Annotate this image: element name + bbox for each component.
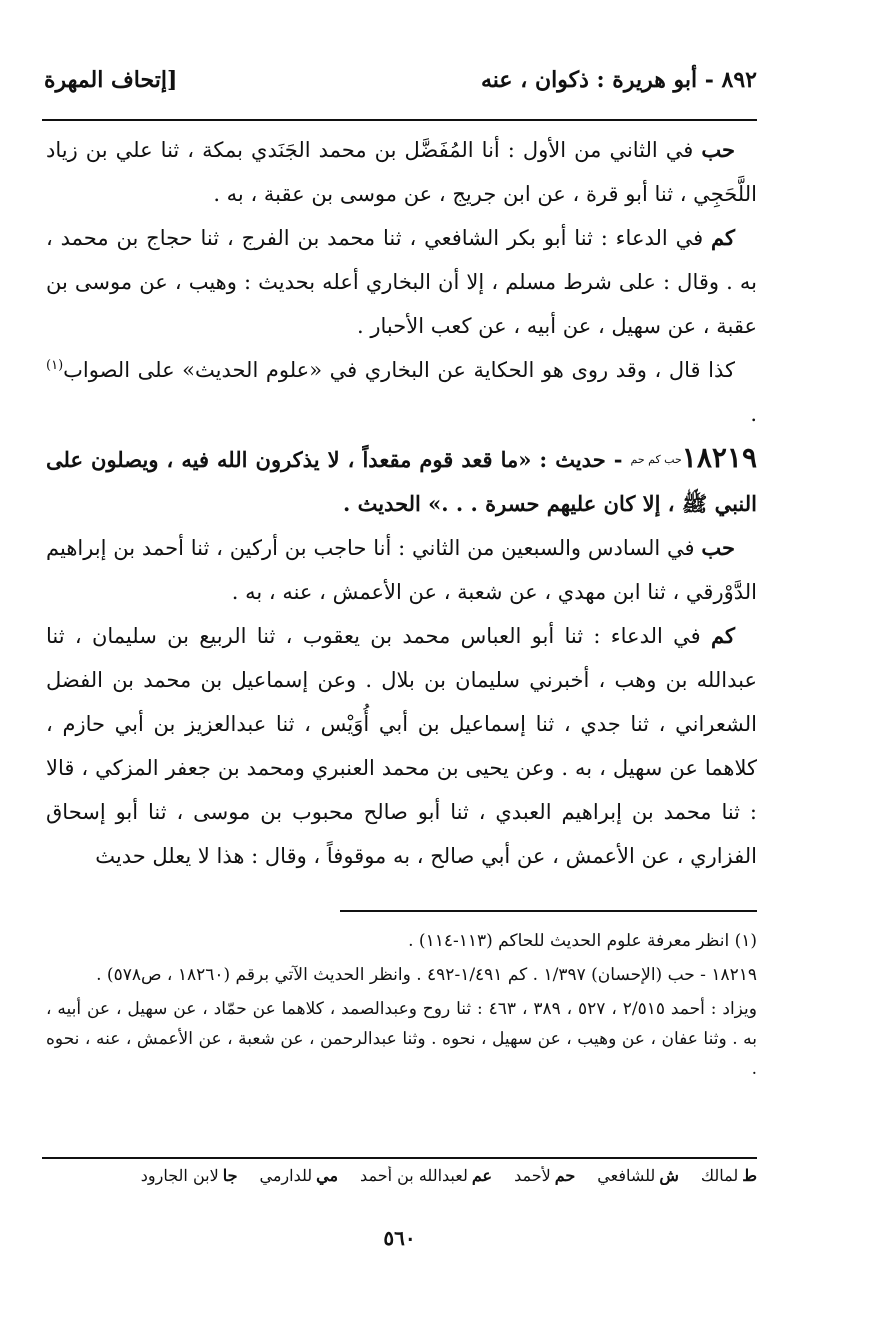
legend-abbr: ط bbox=[742, 1166, 757, 1185]
header-divider bbox=[42, 119, 757, 121]
paragraph-text: في الثاني من الأول : أنا المُفَضَّل بن محمد الجَنَدي بمكة ، ثنا علي بن زياد اللَّحَجِي ، ثنا أبو قرة ، عن ابن جريج ، عن موسى بن عقبة ، به . bbox=[46, 138, 757, 206]
paragraph-hibban-source bbox=[46, 128, 757, 216]
legend-abbr: عم bbox=[471, 1166, 493, 1185]
legend-abbr: جا bbox=[222, 1166, 238, 1185]
hadith-number: ١٨٢١٩ bbox=[681, 441, 757, 474]
legend-item bbox=[259, 1166, 338, 1185]
abbreviation-legend bbox=[46, 1166, 757, 1185]
footnotes bbox=[46, 926, 757, 1088]
header-chapter-title: ٨٩٢ - أبو هريرة : ذكوان ، عنه bbox=[480, 67, 757, 93]
paragraph-hakim-source-2 bbox=[46, 614, 757, 878]
legend-abbr: مي bbox=[316, 1166, 339, 1185]
legend-label: للدارمي bbox=[259, 1166, 313, 1185]
paragraph-comment bbox=[46, 348, 757, 436]
source-code: حب bbox=[701, 535, 735, 560]
hadith-heading bbox=[46, 436, 757, 526]
main-text bbox=[46, 128, 757, 878]
legend-label: لابن الجارود bbox=[140, 1166, 219, 1185]
legend-item bbox=[701, 1166, 757, 1185]
header-book-title: [إتحاف المهرة bbox=[44, 67, 178, 93]
paragraph-text: في الدعاء : ثنا أبو بكر الشافعي ، ثنا محمد بن الفرج ، ثنا حجاج بن محمد ، به . وقال : على شرط مسلم ، إلا أن البخاري أعله بحديث : وهيب ، عن موسى بن عقبة ، عن سهيل ، عن أبيه ، عن كعب الأحبار . bbox=[46, 226, 757, 338]
legend-divider bbox=[42, 1157, 757, 1159]
running-header bbox=[44, 62, 757, 98]
legend-label: لأحمد bbox=[514, 1166, 551, 1185]
legend-abbr: ش bbox=[659, 1166, 679, 1185]
legend-label: للشافعي bbox=[597, 1166, 656, 1185]
legend-item bbox=[514, 1166, 575, 1185]
legend-abbr: حم bbox=[554, 1166, 576, 1185]
legend-label: لمالك bbox=[700, 1166, 739, 1185]
footnote-divider bbox=[340, 910, 757, 912]
footnote-reference: (١) bbox=[46, 358, 64, 373]
legend-label: لعبدالله بن أحمد bbox=[360, 1166, 468, 1185]
footnote-2: ١٨٢١٩ - حب (الإحسان) ١/٣٩٧ . كم ١/٤٩١-٤٩٢ . وانظر الحديث الآتي برقم (١٨٢٦٠ ، ص٥٧٨) . bbox=[96, 965, 757, 985]
paragraph-hakim-source bbox=[46, 216, 757, 348]
paragraph-hibban-source-2 bbox=[46, 526, 757, 614]
paragraph-end: . bbox=[750, 402, 757, 426]
paragraph-text: في الدعاء : ثنا أبو العباس محمد بن يعقوب ، ثنا الربيع بن سليمان ، ثنا عبدالله بن وهب ، أخبرني سليمان بن بلال . وعن إسماعيل بن محمد بن الفضل الشعراني ، ثنا جدي ، ثنا إسماعيل بن أبي أُوَيْس ، ثنا عبدالعزيز بن أبي حازم ، كلاهما عن سهيل ، به . وعن يحيى بن محمد العنبري ومحمد بن جعفر المزكي ، قالا : ثنا محمد بن إبراهيم العبدي ، ثنا أبو صالح محبوب بن موسى ، ثنا أبو إسحاق الفزاري ، عن الأعمش ، عن أبي صالح ، به موقوفاً ، وقال : هذا لا يعلل حديث bbox=[46, 624, 757, 868]
source-code: كم bbox=[711, 623, 735, 648]
footnote-3: ويزاد : أحمد ٢/٥١٥ ، ٥٢٧ ، ٣٨٩ ، ٤٦٣ : ثنا روح وعبدالصمد ، كلاهما عن حمّاد ، عن سهيل ، عن أبيه ، به . وثنا عفان ، عن وهيب ، عن سهيل ، نحوه . وثنا عبدالرحمن ، عن شعبة ، عن الأعمش ، عنه ، نحوه . bbox=[46, 999, 757, 1079]
hadith-source-codes: حب كم حم bbox=[630, 453, 682, 466]
source-code: حب bbox=[701, 137, 735, 162]
paragraph-text: في السادس والسبعين من الثاني : أنا حاجب بن أركين ، ثنا أحمد بن إبراهيم الدَّوْرقي ، ثنا ابن مهدي ، عن شعبة ، عن الأعمش ، عنه ، به . bbox=[46, 536, 757, 604]
source-code: كم bbox=[711, 225, 735, 250]
page-number: ٥٦٠ bbox=[383, 1226, 416, 1250]
legend-item bbox=[141, 1166, 238, 1185]
hadith-text: - حديث : «ما قعد قوم مقعداً ، لا يذكرون الله فيه ، ويصلون على النبي ﷺ ، إلا كان عليهم حسرة . . .» الحديث . bbox=[46, 447, 757, 516]
legend-item bbox=[597, 1166, 679, 1185]
paragraph-text: كذا قال ، وقد روى هو الحكاية عن البخاري في «علوم الحديث» على الصواب bbox=[63, 358, 735, 382]
legend-item bbox=[360, 1166, 492, 1185]
footnote-1: (١) انظر معرفة علوم الحديث للحاكم (١١٣-١١٤) . bbox=[408, 931, 757, 951]
